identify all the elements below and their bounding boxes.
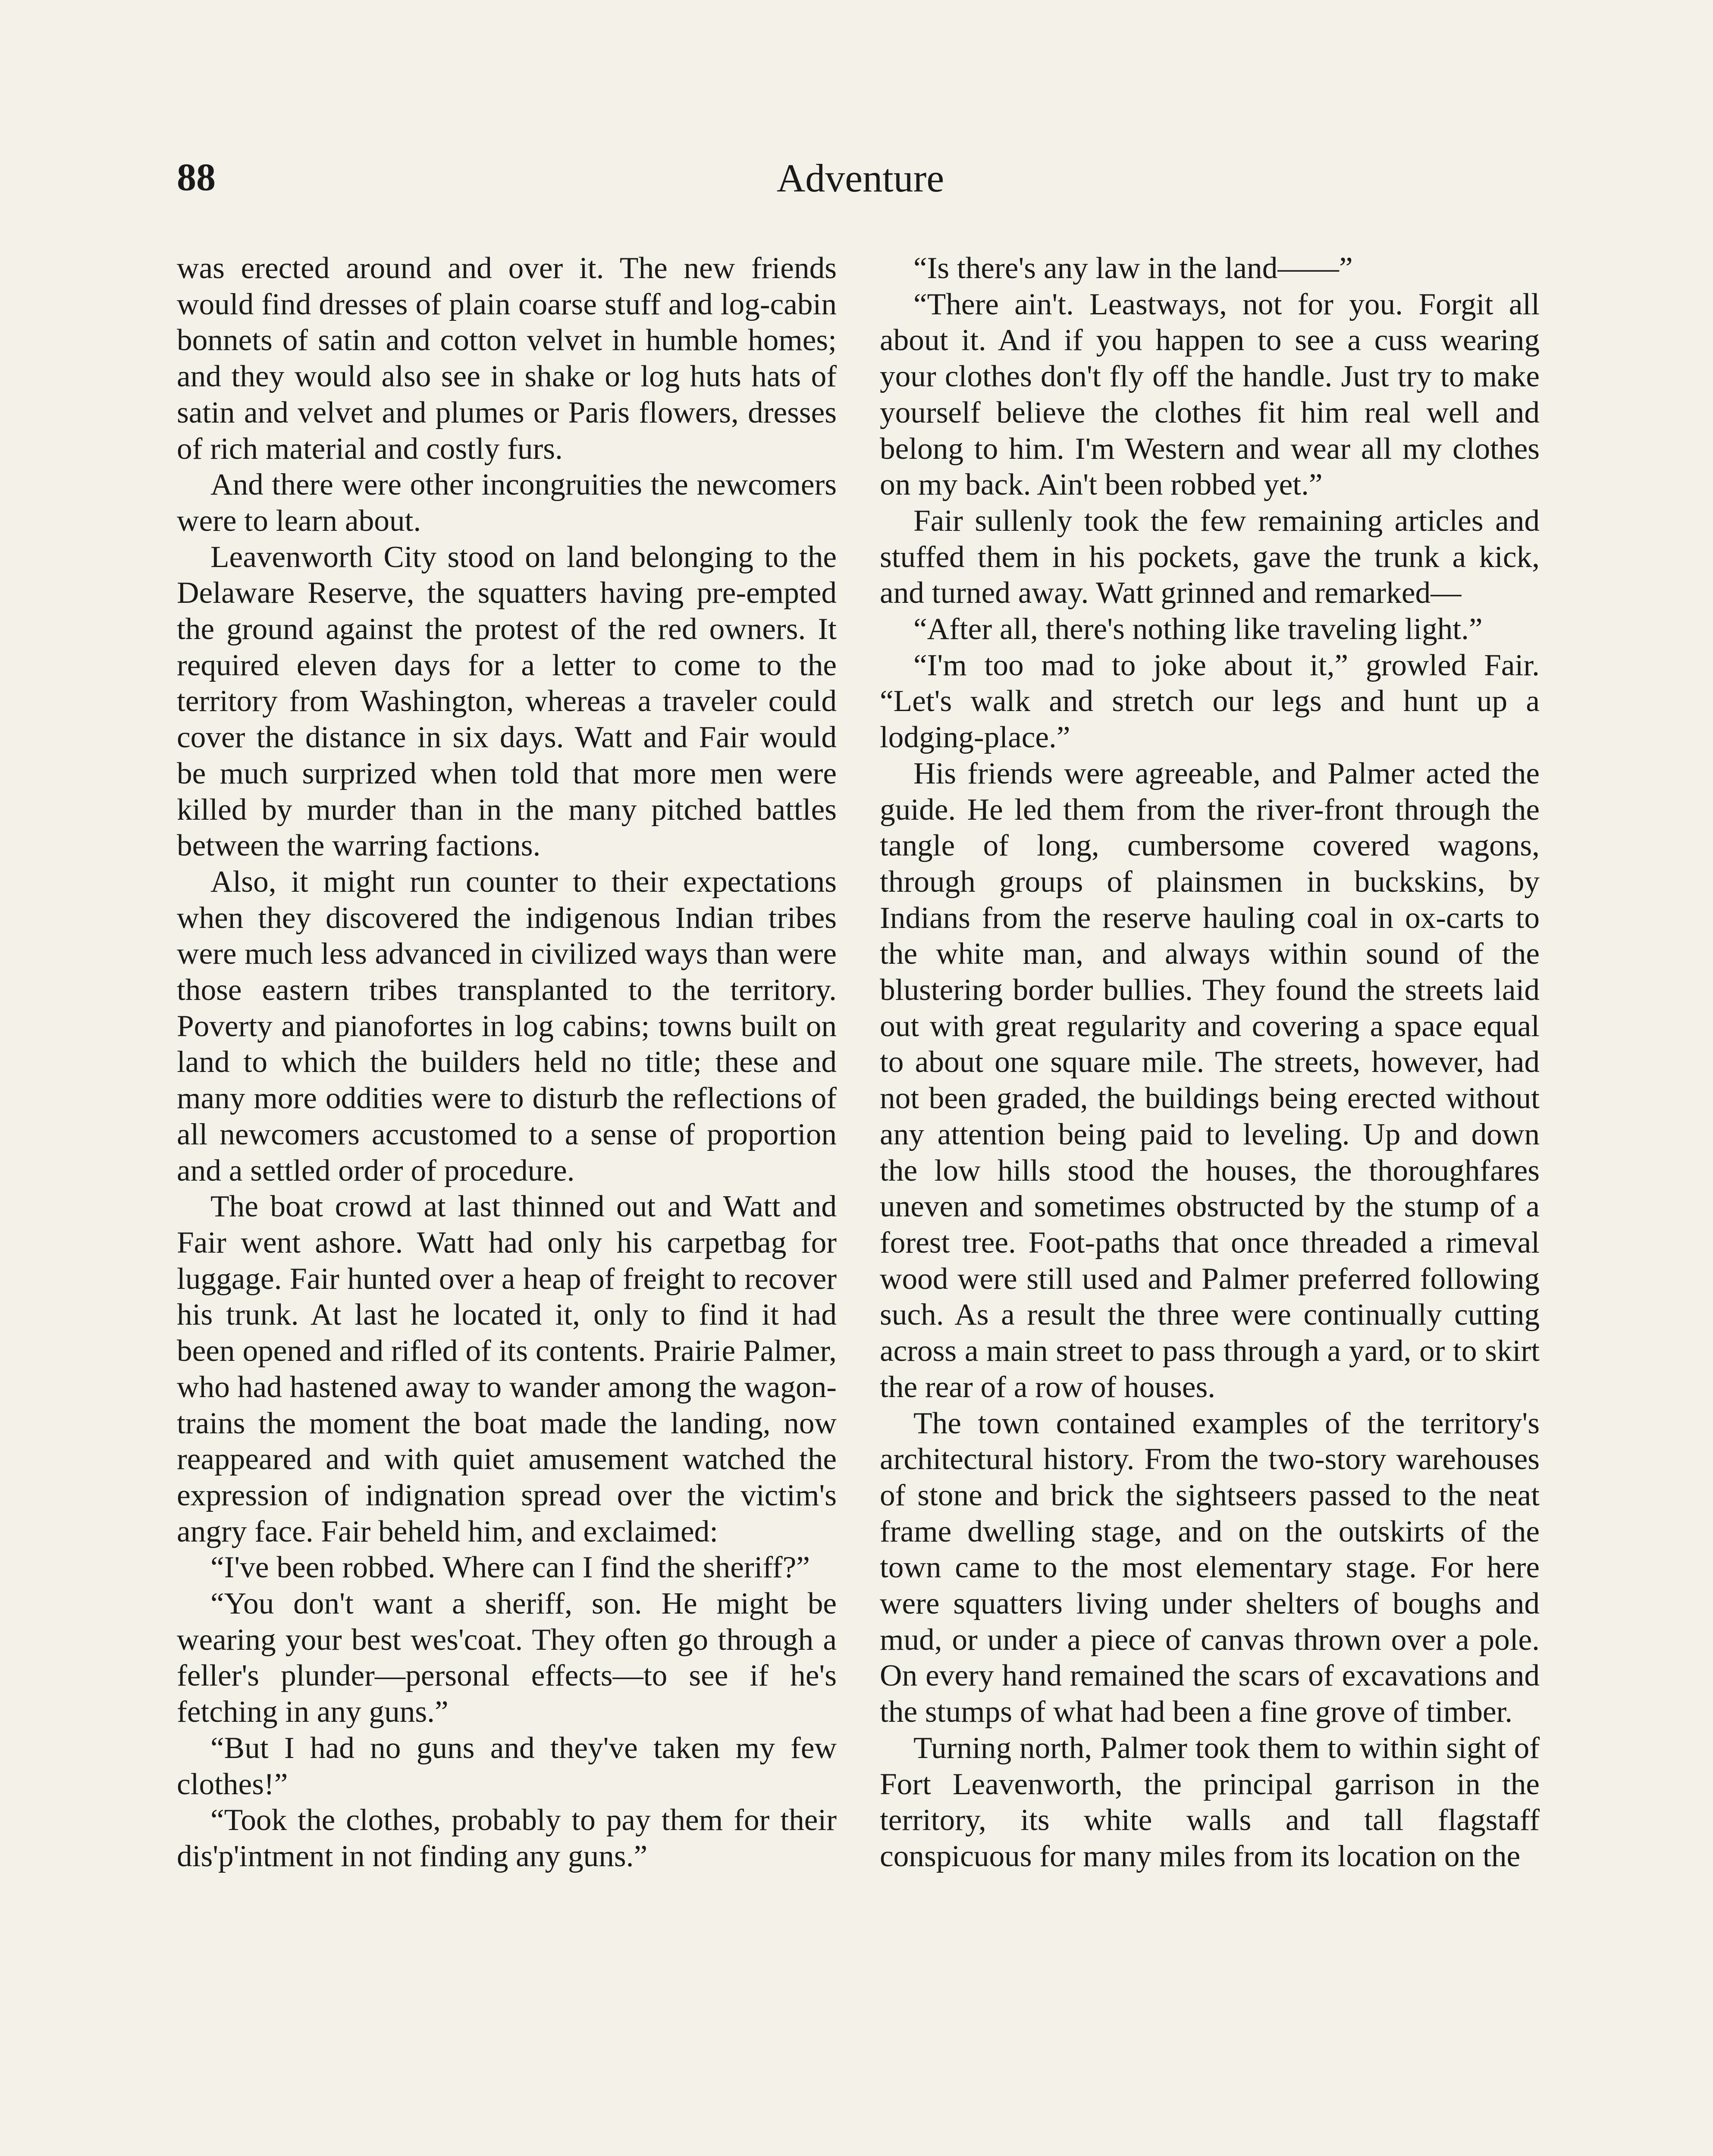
paragraph: The boat crowd at last thinned out and Watt and Fair went ashore. Watt had only his carpetbag for luggage. Fair hunted over a heap of freight to recover his trunk. At last he located it, only to find it had been opened and rifled of its contents. Prairie Palmer, who had hastened away to wander among the wagon-trains the moment the boat made the landing, now reappeared and with quiet amusement watched the expression of indignation spread over the victim's angry face. Fair beheld him, and exclaimed: bbox=[177, 1189, 837, 1548]
paragraph: Also, it might run counter to their expectations when they discovered the indigenous Indian tribes were much less advanced in civilized ways than were those eastern tribes transplanted to the territory. Poverty and pianofortes in log cabins; towns built on land to which the builders held no title; these and many more oddities were to disturb the reflections of all newcomers accustomed to a sense of proportion and a settled order of procedure. bbox=[177, 864, 837, 1188]
paragraph: The town contained examples of the territory's architectural history. From the two-story warehouses of stone and brick the sightseers passed to the neat frame dwelling stage, and on the outskirts of the town came to the most elementary stage. For here were squatters living under shelters of boughs and mud, or under a piece of canvas thrown over a pole. On every hand remained the scars of excavations and the stumps of what had been a fine grove of timber. bbox=[880, 1406, 1540, 1729]
paragraph: “But I had no guns and they've taken my few clothes!” bbox=[177, 1730, 837, 1801]
running-title: Adventure bbox=[776, 156, 944, 200]
paragraph: “Is there's any law in the land——” bbox=[913, 251, 1353, 285]
page-header bbox=[177, 155, 1544, 216]
paragraph: Fair sullenly took the few remaining articles and stuffed them in his pockets, gave the trunk a kick, and turned away. Watt grinned and remarked— bbox=[880, 503, 1540, 610]
paragraph: was erected around and over it. The new friends would find dresses of plain coarse stuff and log-cabin bonnets of satin and cotton velvet in humble homes; and they would also see in shake or log huts hats of satin and velvet and plumes or Paris flowers, dresses of rich material and costly furs. bbox=[177, 251, 837, 466]
paragraph: Leavenworth City stood on land belonging to the Delaware Reserve, the squatters having pre-empted the ground against the protest of the red owners. It required eleven days for a letter to come to the territory from Washington, whereas a traveler could cover the distance in six days. Watt and Fair would be much surprized when told that more men were killed by murder than in the many pitched battles between the warring factions. bbox=[177, 539, 837, 863]
paragraph: “I've been robbed. Where can I find the sheriff?” bbox=[210, 1550, 810, 1585]
left-column bbox=[177, 250, 837, 1874]
paragraph: His friends were agreeable, and Palmer acted the guide. He led them from the river-front through the tangle of long, cumbersome covered wagons, through groups of plainsmen in buckskins, by Indians from the reserve hauling coal in ox-carts to the white man, and always within sound of the blustering border bullies. They found the streets laid out with great regularity and covering a space equal to about one square mile. The streets, however, had not been graded, the buildings being erected without any attention being paid to leveling. Up and down the low hills stood the houses, the thoroughfares uneven and sometimes obstructed by the stump of a forest tree. Foot-paths that once threaded a rimeval wood were still used and Palmer preferred following such. As a result the three were continually cutting across a main street to pass through a yard, or to skirt the rear of a row of houses. bbox=[880, 756, 1540, 1404]
paragraph: “Took the clothes, probably to pay them for their dis'p'intment in not finding any guns.” bbox=[177, 1803, 837, 1873]
page-number: 88 bbox=[177, 156, 216, 199]
paragraph: “After all, there's nothing like traveling light.” bbox=[913, 612, 1483, 646]
paragraph: “You don't want a sheriff, son. He might be wearing your best wes'coat. They often go through a feller's plunder—personal effects—to see if he's fetching in any guns.” bbox=[177, 1586, 837, 1729]
right-column bbox=[880, 250, 1540, 1874]
paragraph: “There ain't. Leastways, not for you. Forgit all about it. And if you happen to see a cuss wearing your clothes don't fly off the handle. Just try to make yourself believe the clothes fit him real well and belong to him. I'm Western and wear all my clothes on my back. Ain't been robbed yet.” bbox=[880, 287, 1540, 502]
paragraph: “I'm too mad to joke about it,” growled Fair. “Let's walk and stretch our legs and hunt up a lodging-place.” bbox=[880, 648, 1540, 755]
paragraph: Turning north, Palmer took them to within sight of Fort Leavenworth, the principal garrison in the territory, its white walls and tall flagstaff conspicuous for many miles from its location on the bbox=[880, 1730, 1540, 1873]
paragraph: And there were other incongruities the newcomers were to learn about. bbox=[177, 467, 837, 538]
